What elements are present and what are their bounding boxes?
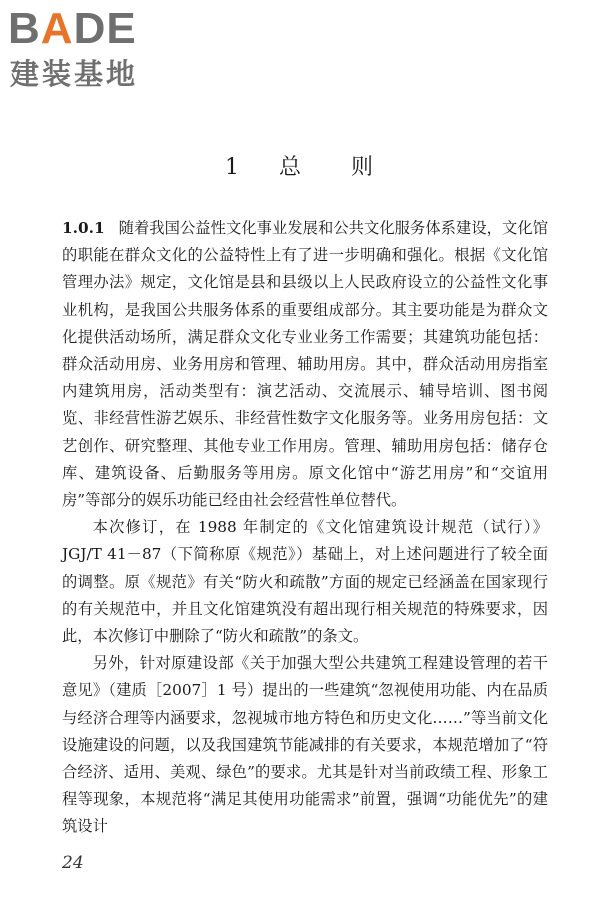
clause-number: 1.0.1: [62, 219, 105, 237]
chapter-title: 总 则: [278, 155, 375, 180]
paragraph-1-text: 随着我国公益性文化事业发展和公共文化服务体系建设，文化馆的职能在群众文化的公益特性上有了进一步明确和强化。根据《文化馆管理办法》规定，文化馆是县和县级以上人民政府设立的公益性文化事业机构，是我国公共服务体系的重要组成部分。其主要功能是为群众文化提供活动场所，满足群众文化专业业务工作需要；其建筑功能包括：群众活动用房、业务用房和管理、辅助用房。其中，群众活动用房指室内建筑用房，活动类型有：演艺活动、交流展示、辅导培训、图书阅览、非经营性游艺娱乐、非经营性数字文化服务等。业务用房包括：文艺创作、研究整理、其他专业工作用房。管理、辅助用房包括：储存仓库、建筑设备、后勤服务等用房。原文化馆中“游艺用房”和“交谊用房”等部分的娱乐功能已经由社会经营性单位替代。: [62, 219, 548, 510]
logo-letter-a: A: [40, 4, 74, 53]
logo-letters-de: DE: [73, 4, 137, 53]
logo-letter-b: B: [8, 4, 41, 53]
paragraph-1: [62, 215, 548, 514]
logo-subtitle: 建装基地: [10, 57, 139, 91]
chapter-heading: [0, 150, 600, 181]
bade-logo: [8, 6, 178, 92]
page-number: 24: [62, 853, 84, 873]
paragraph-2: 本次修订，在 1988 年制定的《文化馆建筑设计规范（试行）》JGJ/T 41－87（下简称原《规范》）基础上，对上述问题进行了较全面的调整。原《规范》有关“防火和疏散”方面的规定已经涵盖在国家现行的有关规范中，并且文化馆建筑没有超出现行相关规范的特殊要求，因此，本次修订中删除了“防火和疏散”的条文。: [62, 518, 548, 646]
body-text: [62, 215, 548, 841]
logo-wordmark: [8, 6, 137, 52]
paragraph-3: 另外，针对原建设部《关于加强大型公共建筑工程建设管理的若干意见》（建质［2007］1 号）提出的一些建筑“忽视使用功能、内在品质与经济合理等内涵要求，忽视城市地方特色和历史文化……”等当前文化设施建设的问题，以及我国建筑节能减排的有关要求，本规范增加了“符合经济、适用、美观、绿色”的要求。尤其是针对当前政绩工程、形象工程等现象，本规范将“满足其使用功能需求”前置，强调“功能优先”的建筑设计: [62, 654, 548, 836]
chapter-number: 1: [224, 155, 241, 180]
